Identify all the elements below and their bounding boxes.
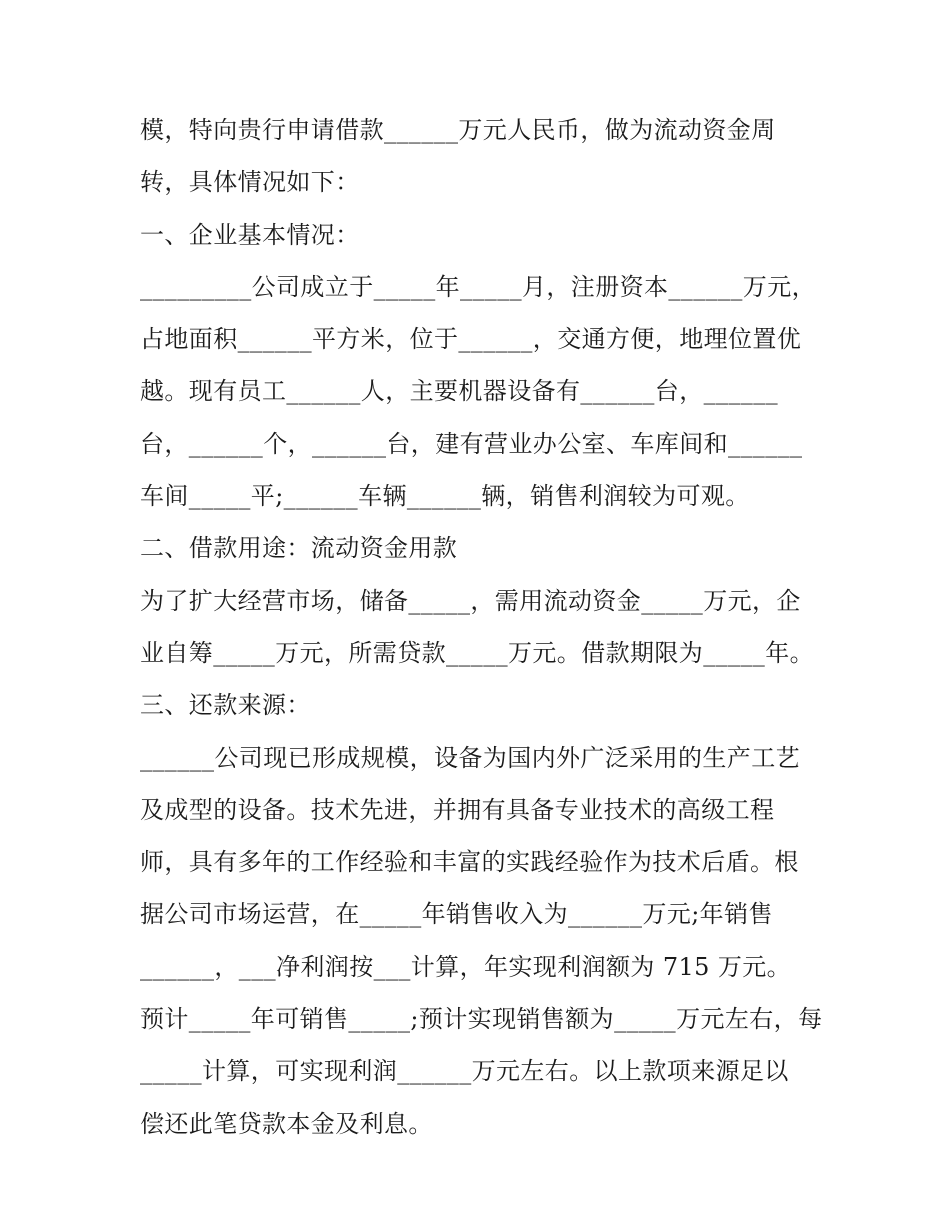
section-heading: 一、企业基本情况： [140,220,360,249]
text-line: 偿还此笔贷款本金及利息。 [140,1109,433,1138]
text-line: 越。现有员工______人，主要机器设备有______台，______ [140,377,778,406]
section-heading: 三、还款来源： [140,691,311,720]
text-line: _________公司成立于_____年_____月，注册资本______万元， [140,272,816,301]
text-line: 车间_____平;______车辆______辆，销售利润较为可观。 [140,482,750,511]
text-line: 为了扩大经营市场，储备_____，需用流动资金_____万元，企 [140,586,801,615]
text-line: 及成型的设备。技术先进，并拥有具备专业技术的高级工程 [140,795,775,824]
section-heading: 二、借款用途：流动资金用款 [140,534,458,563]
text-line: ______，___净利润按___计算，年实现利润额为 715 万元。 [140,952,792,981]
document-body [140,104,840,1150]
text-line: 占地面积______平方米，位于______，交通方便，地理位置优 [140,325,802,354]
text-line: 据公司市场运营，在_____年销售收入为______万元;年销售 [140,900,773,929]
text-line: 师，具有多年的工作经验和丰富的实践经验作为技术后盾。根 [140,848,799,877]
text-line: 台，______个，______台，建有营业办公室、车库间和______ [140,429,803,458]
text-line: 转，具体情况如下： [140,168,360,197]
text-line: _____计算，可实现利润______万元左右。以上款项来源足以 [140,1057,789,1086]
text-line: 业自筹_____万元，所需贷款_____万元。借款期限为_____年。 [140,638,814,667]
text-line: 预计_____年可销售_____;预计实现销售额为_____万元左右，每 [140,1005,823,1034]
text-line: 模，特向贵行申请借款______万元人民币，做为流动资金周 [140,116,776,144]
text-line: ______公司现已形成规模，设备为国内外广泛采用的生产工艺 [140,743,800,772]
